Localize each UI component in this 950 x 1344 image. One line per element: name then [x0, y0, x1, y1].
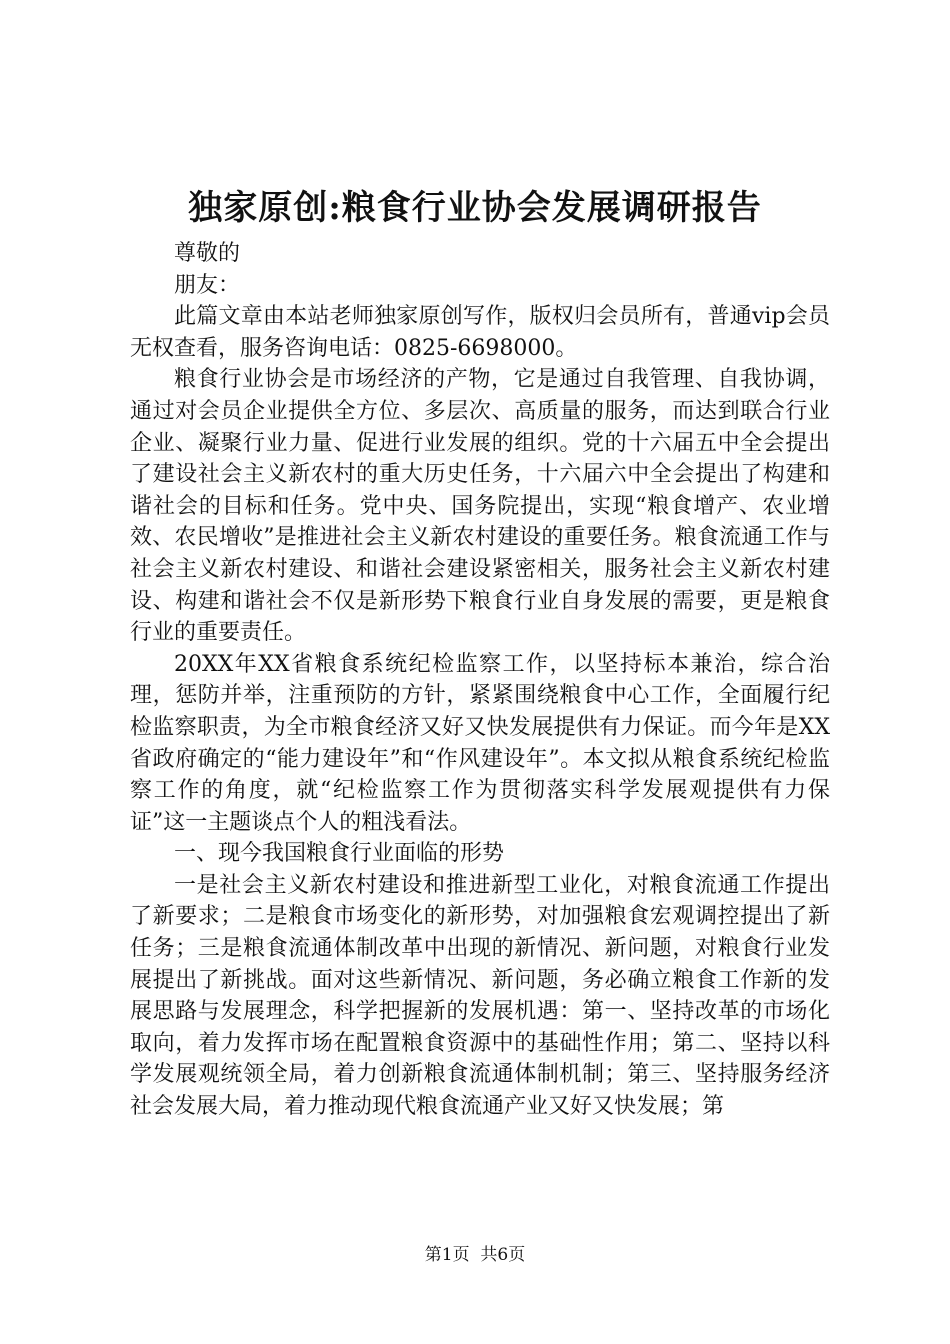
document-body [130, 238, 830, 1123]
inspection-work-paragraph: 20XX年XX省粮食系统纪检监察工作，以坚持标本兼治，综合治理，惩防并举，注重预防的方针，紧紧围绕粮食中心工作，全面履行纪检监察职责，为全市粮食经济又好又快发展提供有力保证。而今年是XX省政府确定的“能力建设年”和“作风建设年”。本文拟从粮食系统纪检监察工作的角度，就“纪检监察工作为贯彻落实科学发展观提供有力保证”这一主题谈点个人的粗浅看法。 [130, 651, 830, 835]
section-heading: 一、现今我国粮食行业面临的形势 [174, 841, 505, 867]
page-number-label: 第1页 共6页 [424, 1245, 526, 1265]
greeting-line-2: 朋友： [174, 272, 241, 298]
situation-paragraph: 一是社会主义新农村建设和推进新型工业化，对粮食流通工作提出了新要求；二是粮食市场变化的新形势，对加强粮食宏观调控提出了新任务；三是粮食流通体制改革中出现的新情况、新问题，对粮食行业发展提出了新挑战。面对这些新情况、新问题，务必确立粮食工作新的发展思路与发展理念，科学把握新的发展机遇：第一、坚持改革的市场化取向，着力发挥市场在配置粮食资源中的基础性作用；第二、坚持以科学发展观统领全局，着力创新粮食流通体制机制；第三、坚持服务经济社会发展大局，着力推动现代粮食流通产业又好又快发展；第 [130, 872, 830, 1120]
page-footer [0, 1244, 950, 1266]
greeting-line-1: 尊敬的 [174, 241, 241, 266]
copyright-notice-paragraph: 此篇文章由本站老师独家原创写作，版权归会员所有，普通vip会员无权查看，服务咨询电话：0825-6698000。 [130, 304, 830, 361]
document-title: 独家原创:粮食行业协会发展调研报告 [188, 188, 762, 228]
intro-paragraph: 粮食行业协会是市场经济的产物，它是通过自我管理、自我协调，通过对会员企业提供全方位、多层次、高质量的服务，而达到联合行业企业、凝聚行业力量、促进行业发展的组织。党的十六届五中全会提出了建设社会主义新农村的重大历史任务，十六届六中全会提出了构建和谐社会的目标和任务。党中央、国务院提出，实现“粮食增产、农业增效、农民增收”是推进社会主义新农村建设的重要任务。粮食流通工作与社会主义新农村建设、和谐社会建设紧密相关，服务社会主义新农村建设、构建和谐社会不仅是新形势下粮食行业自身发展的需要，更是粮食行业的重要责任。 [130, 367, 830, 646]
